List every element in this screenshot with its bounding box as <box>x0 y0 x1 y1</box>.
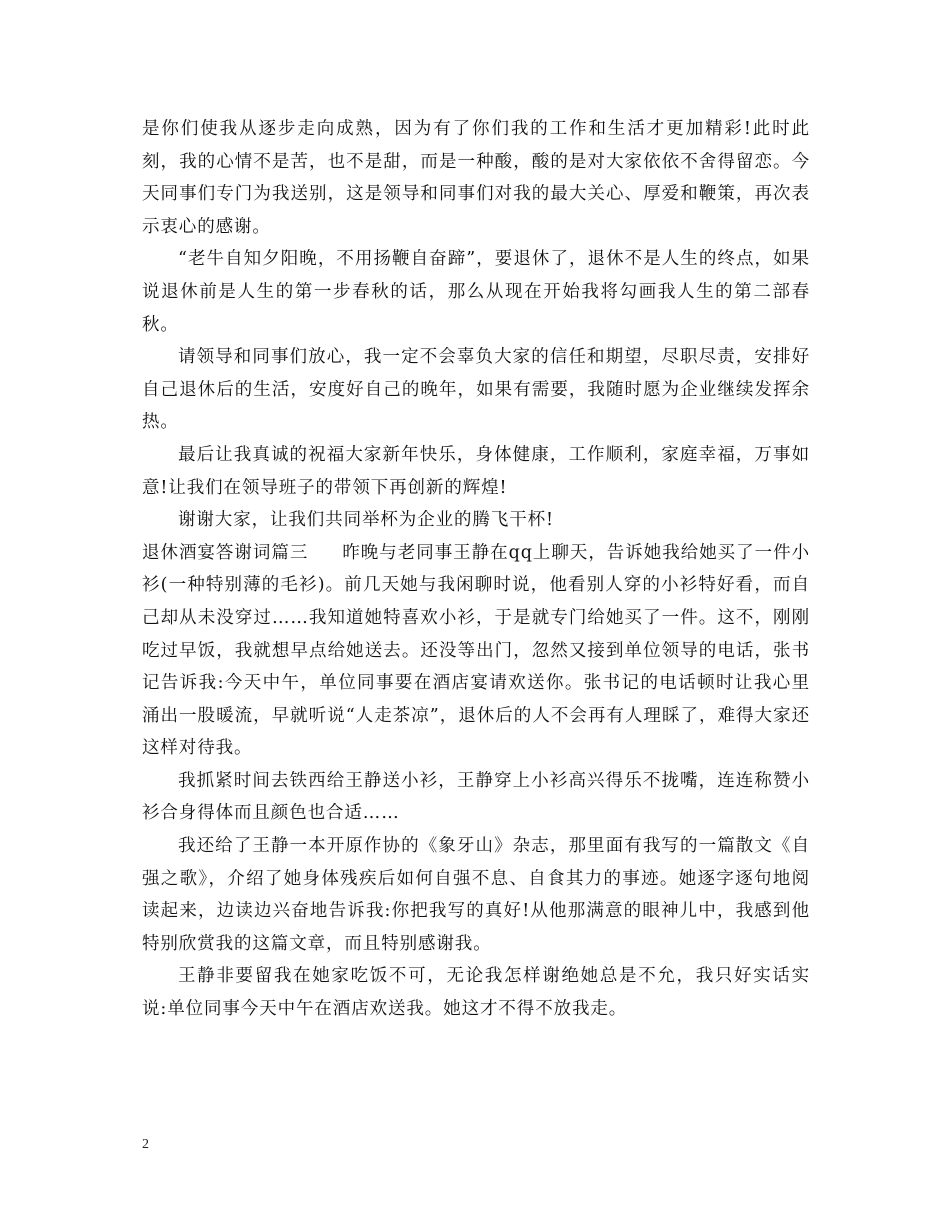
paragraph: 我还给了王静一本开原作协的《象牙山》杂志，那里面有我写的一篇散文《自强之歌》，介绍了她身体残疾后如何自强不息、自食其力的事迹。她逐字逐句地阅读起来，边读边兴奋地告诉我:你把我写的真好!从他那满意的眼神儿中，我感到他特别欣赏我的这篇文章，而且特别感谢我。 <box>142 836 810 954</box>
page-number: 2 <box>142 1137 149 1152</box>
section-paragraph <box>142 537 810 765</box>
paragraph: 王静非要留我在她家吃饭不可，无论我怎样谢绝她总是不允，我只好实话实说:单位同事今天中午在酒店欢送我。她这才不得不放我走。 <box>142 966 810 1020</box>
section-first-paragraph: 昨晚与老同事王静在qq上聊天，告诉她我给她买了一件小衫(一种特别薄的毛衫)。前几天她与我闲聊时说，他看别人穿的小衫特好看，而自己却从未没穿过……我知道她特喜欢小衫，于是就专门给她买了一件。这不，刚刚吃过早饭，我就想早点给她送去。还没等出门，忽然又接到单位领导的电话，张书记告诉我:今天中午，单位同事要在酒店宴请欢送你。张书记的电话顿时让我心里涌出一股暖流，早就听说“人走茶凉”，退休后的人不会再有人理睬了，难得大家还这样对待我。 <box>142 542 810 759</box>
paragraph: 我抓紧时间去铁西给王静送小衫，王静穿上小衫高兴得乐不拢嘴，连连称赞小衫合身得体而且颜色也合适…… <box>142 770 810 824</box>
section-title: 退休酒宴答谢词篇三 <box>142 542 309 563</box>
paragraph: 最后让我真诚的祝福大家新年快乐，身体健康，工作顺利，家庭幸福，万事如意!让我们在领导班子的带领下再创新的辉煌! <box>142 444 810 498</box>
paragraph: 谢谢大家，让我们共同举杯为企业的腾飞干杯! <box>178 510 554 531</box>
paragraph: “老牛自知夕阳晚，不用扬鞭自奋蹄”，要退休了，退休不是人生的终点，如果说退休前是人生的第一步春秋的话，那么从现在开始我将勾画我人生的第二部春秋。 <box>142 249 810 335</box>
paragraph: 请领导和同事们放心，我一定不会辜负大家的信任和期望，尽职尽责，安排好自己退休后的生活，安度好自己的晚年，如果有需要，我随时愿为企业继续发挥余热。 <box>142 347 810 433</box>
paragraph: 是你们使我从逐步走向成熟，因为有了你们我的工作和生活才更加精彩!此时此刻，我的心情不是苦，也不是甜，而是一种酸，酸的是对大家依依不舍得留恋。今天同事们专门为我送别，这是领导和同事们对我的最大关心、厚爱和鞭策，再次表示衷心的感谢。 <box>142 119 810 237</box>
body-text <box>142 113 810 1026</box>
